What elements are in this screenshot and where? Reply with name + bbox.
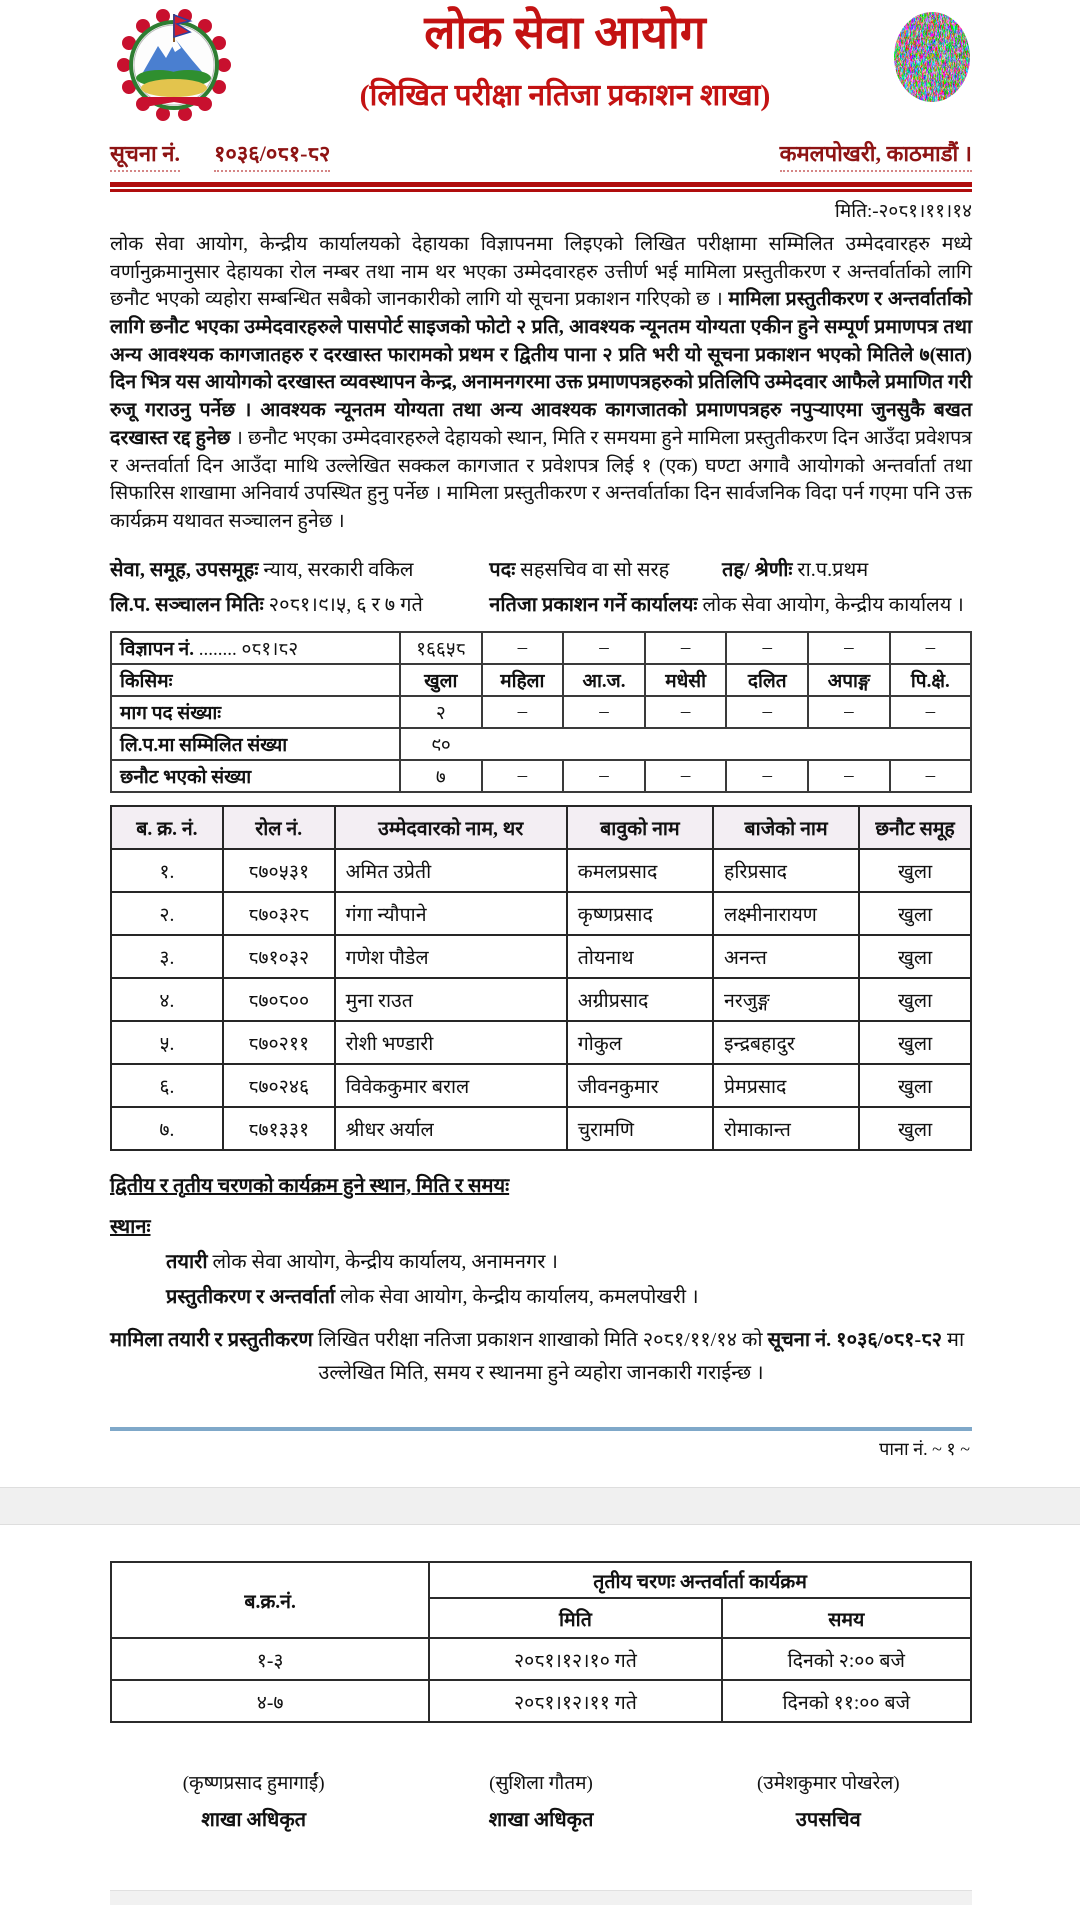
col-father: बावुको नाम — [567, 806, 713, 849]
reference-note — [110, 1325, 972, 1385]
signatory-title: उपसचिव — [795, 1809, 861, 1832]
level-label: तह/ श्रेणीः — [722, 559, 793, 582]
intro-paragraph — [110, 231, 972, 536]
advert-no-label: विज्ञापन नं. — [120, 639, 194, 661]
notice-number-group — [110, 138, 330, 172]
candidate-row: ३. ८७१०३२ गणेश पौडेल तोयनाथ अनन्त खुला — [111, 935, 971, 978]
col-name: उम्मेदवारको नाम, थर — [335, 806, 567, 849]
post-value: सहसचिव वा सो सरह — [520, 559, 670, 582]
selected-count-label: छनौट भएको संख्या — [111, 760, 400, 792]
service-group-field — [110, 555, 489, 582]
notice-place: कमलपोखरी, काठमाडौं । — [780, 138, 972, 172]
notice-date: मिति:-२०८१।११।१४ — [834, 201, 972, 222]
interview-header-row — [111, 1562, 971, 1598]
interview-col-date: मिति — [429, 1598, 721, 1638]
nepal-emblem-icon — [110, 8, 238, 122]
appeared-count-label: लि.प.मा सम्मिलित संख्या — [111, 728, 400, 760]
signatory-title: शाखा अधिकृत — [488, 1809, 594, 1832]
reference-note-line2: उल्लेखित मिति, समय र स्थानमा हुने व्यहोरा जानकारी गराईन्छ । — [318, 1362, 764, 1385]
selected-count-value: ७ — [400, 760, 482, 792]
interview-schedule-table — [110, 1561, 972, 1723]
level-field — [722, 555, 972, 582]
page-separator — [0, 1487, 1080, 1525]
vacancy-summary-table — [110, 631, 972, 793]
demand-count-label: माग पद संख्याः — [111, 696, 400, 728]
candidate-row: ७. ८७१३३१ श्रीधर अर्याल चुरामणि रोमाकान्त खुला — [111, 1107, 971, 1150]
location-label: स्थानः — [110, 1216, 151, 1239]
schedule-heading: द्वितीय र तृतीय चरणको कार्यक्रम हुने स्थान, मिति र समयः — [110, 1175, 510, 1198]
location-item-preparation: तयारी लोक सेवा आयोग, केन्द्रीय कार्यालय, अनामनगर । — [166, 1251, 559, 1274]
service-info — [110, 555, 972, 617]
service-row-2 — [110, 590, 972, 617]
interview-main-header: तृतीय चरणः अन्तर्वार्ता कार्यक्रम — [429, 1562, 971, 1598]
notice-number-label: सूचना नं. — [110, 138, 180, 172]
location-item-interview: प्रस्तुतीकरण र अन्तर्वार्ता लोक सेवा आयोग, केन्द्रीय कार्यालय, कमलपोखरी । — [166, 1286, 699, 1309]
post-field — [489, 555, 722, 582]
intro-part3: । छनौट भएका उम्मेदवारहरुले देहायको स्थान, मिति र समयमा हुने मामिला प्रस्तुतीकरण दिन आउँदा प्रवेशपत्र र अन्तर्वार्ता दिन आउँदा माथि उल्लेखित सक्कल कागजात र प्रवेशपत्र लिई १ (एक) घण्टा अगावै आयोगको अन्तर्वार्ता तथा सिफारिस शाखामा अनिवार्य उपस्थित हुनु पर्नेछ । मामिला प्रस्तुतीकरण र अन्तर्वार्ताका दिन सार्वजनिक विदा पर्न गएमा पनि उक्त कार्यक्रम यथावत सञ्चालन हुनेछ । — [110, 427, 972, 532]
candidates-table — [110, 805, 972, 1151]
result-office-field — [489, 590, 972, 617]
page-2 — [0, 1525, 1080, 1905]
category-label: किसिमः — [111, 664, 400, 696]
col-group: छनौट समूह — [859, 806, 971, 849]
col-sn: ब. क्र. नं. — [111, 806, 223, 849]
result-office-value: लोक सेवा आयोग, केन्द्रीय कार्यालय । — [702, 594, 964, 617]
interview-row: १-३ २०८१।१२।१० गते दिनको २:०० बजे — [111, 1638, 971, 1680]
signature-block — [685, 1769, 972, 1832]
notice-row — [110, 138, 972, 172]
exam-date-label: लि.प. सञ्चालन मितिः — [110, 594, 264, 617]
official-stamp-icon — [892, 10, 972, 104]
candidates-header-row — [111, 806, 971, 849]
signature-block — [110, 1769, 397, 1832]
post-label: पदः — [489, 559, 516, 582]
col-grandfather: बाजेको नाम — [713, 806, 859, 849]
col-roll: रोल नं. — [223, 806, 335, 849]
signatory-name: (कृष्णप्रसाद हुमागाईं) — [182, 1773, 325, 1795]
interview-col-sn: ब.क्र.नं. — [111, 1562, 429, 1638]
service-row-1 — [110, 555, 972, 582]
table-row: माग पद संख्याः २ – – – – – – — [111, 696, 971, 728]
result-office-label: नतिजा प्रकाशन गर्ने कार्यालयः — [489, 594, 698, 617]
blue-divider — [110, 1427, 972, 1431]
level-value: रा.प.प्रथम — [797, 559, 869, 582]
table-row: विज्ञापन नं. ........ ०८१।८२ १६६५८ – – – – – – — [111, 632, 971, 664]
signatory-name: (उमेशकुमार पोखरेल) — [756, 1773, 900, 1795]
org-subtitle: (लिखित परीक्षा नतिजा प्रकाशन शाखा) — [359, 78, 771, 112]
signature-block — [397, 1769, 684, 1832]
signatory-name: (सुशिला गौतम) — [489, 1773, 593, 1795]
candidate-row: २. ८७०३२८ गंगा न्यौपाने कृष्णप्रसाद लक्ष्मीनारायण खुला — [111, 892, 971, 935]
interview-col-time: समय — [722, 1598, 971, 1638]
table-row — [111, 728, 971, 760]
advert-no-suffix: ........ ०८१।८२ — [193, 639, 299, 661]
bottom-page-band — [110, 1890, 972, 1905]
interview-row: ४-७ २०८१।१२।११ गते दिनको ११:०० बजे — [111, 1680, 971, 1722]
candidate-row: १. ८७०५३१ अमित उप्रेती कमलप्रसाद हरिप्रसाद खुला — [111, 849, 971, 892]
candidate-row: ६. ८७०२४६ विवेककुमार बराल जीवनकुमार प्रेमप्रसाद खुला — [111, 1064, 971, 1107]
signatory-title: शाखा अधिकृत — [201, 1809, 307, 1832]
service-group-label: सेवा, समूह, उपसमूहः — [110, 559, 259, 582]
exam-date-field — [110, 590, 489, 617]
signature-section — [110, 1769, 972, 1832]
table-row: किसिमः खुला महिला आ.ज. मधेसी दलित अपाङ्ग पि.क्षे. — [111, 664, 971, 696]
exam-date-value: २०८१।९।५, ६ र ७ गते — [268, 594, 423, 617]
appeared-count-value: ९० — [400, 728, 971, 760]
intro-part2-bold: मामिला प्रस्तुतीकरण र अन्तर्वार्ताको लागि छनौट भएका उम्मेदवारहरुले पासपोर्ट साइजको फोटो २ प्रति, आवश्यक न्यूनतम योग्यता एकीन हुने सम्पूर्ण प्रमाणपत्र तथा अन्य आवश्यक कागजातहरु र दरखास्त फारामको प्रथम र द्वितीय पाना २ प्रति भरी यो सूचना प्रकाशन भएको मितिले ७(सात) दिन भित्र यस आयोगको दरखास्त व्यवस्थापन केन्द्र, अनामनगरमा उक्त प्रमाणपत्रहरुको प्रतिलिपि उम्मेदवार आफैले प्रमाणित गरी रुजू गराउनु पर्नेछ । आवश्यक न्यूनतम योग्यता तथा अन्य आवश्यक कागजातको प्रमाणपत्रहरु नपुऱ्याएमा जुनसुकै बखत दरखास्त रद्द हुनेछ — [110, 289, 972, 449]
document-header — [110, 6, 972, 122]
notice-number-value: १०३६/०८१-८२ — [214, 138, 330, 172]
candidate-row: ४. ८७०८०० मुना राउत अग्रीप्रसाद नरजुङ्ग खुला — [111, 978, 971, 1021]
candidate-row: ५. ८७०२११ रोशी भण्डारी गोकुल इन्द्रबहादुर खुला — [111, 1021, 971, 1064]
intro-part1: लोक सेवा आयोग, केन्द्रीय कार्यालयको देहायका विज्ञापनमा लिइएको लिखित परीक्षामा सम्मिलित उम्मेदवारहरु मध्ये वर्णानुक्रमानुसार देहायका रोल नम्बर तथा नाम थर भएका उम्मेदवारहरु उत्तीर्ण भई मामिला प्रस्तुतीकरण र अन्तर्वार्ताको लागि छनौट भएको व्यहोरा सम्बन्धित सबैको जानकारीको लागि यो सूचना प्रकाशन गरिएको छ । — [110, 234, 972, 311]
red-divider — [110, 182, 972, 192]
page-number: पाना नं. ~ १ ~ — [879, 1439, 970, 1460]
reference-note-line1: मामिला तयारी र प्रस्तुतीकरण लिखित परीक्षा नतिजा प्रकाशन शाखाको मिति २०८१/११/१४ को सूचना नं. १०३६/०८१-८२ मा — [110, 1329, 965, 1352]
header-titles — [238, 6, 892, 114]
table-row: छनौट भएको संख्या ७ – – – – – – — [111, 760, 971, 792]
org-title: लोक सेवा आयोग — [424, 7, 706, 58]
service-group-value: न्याय, सरकारी वकिल — [263, 559, 414, 582]
advert-no-open: १६६५८ — [400, 632, 482, 664]
